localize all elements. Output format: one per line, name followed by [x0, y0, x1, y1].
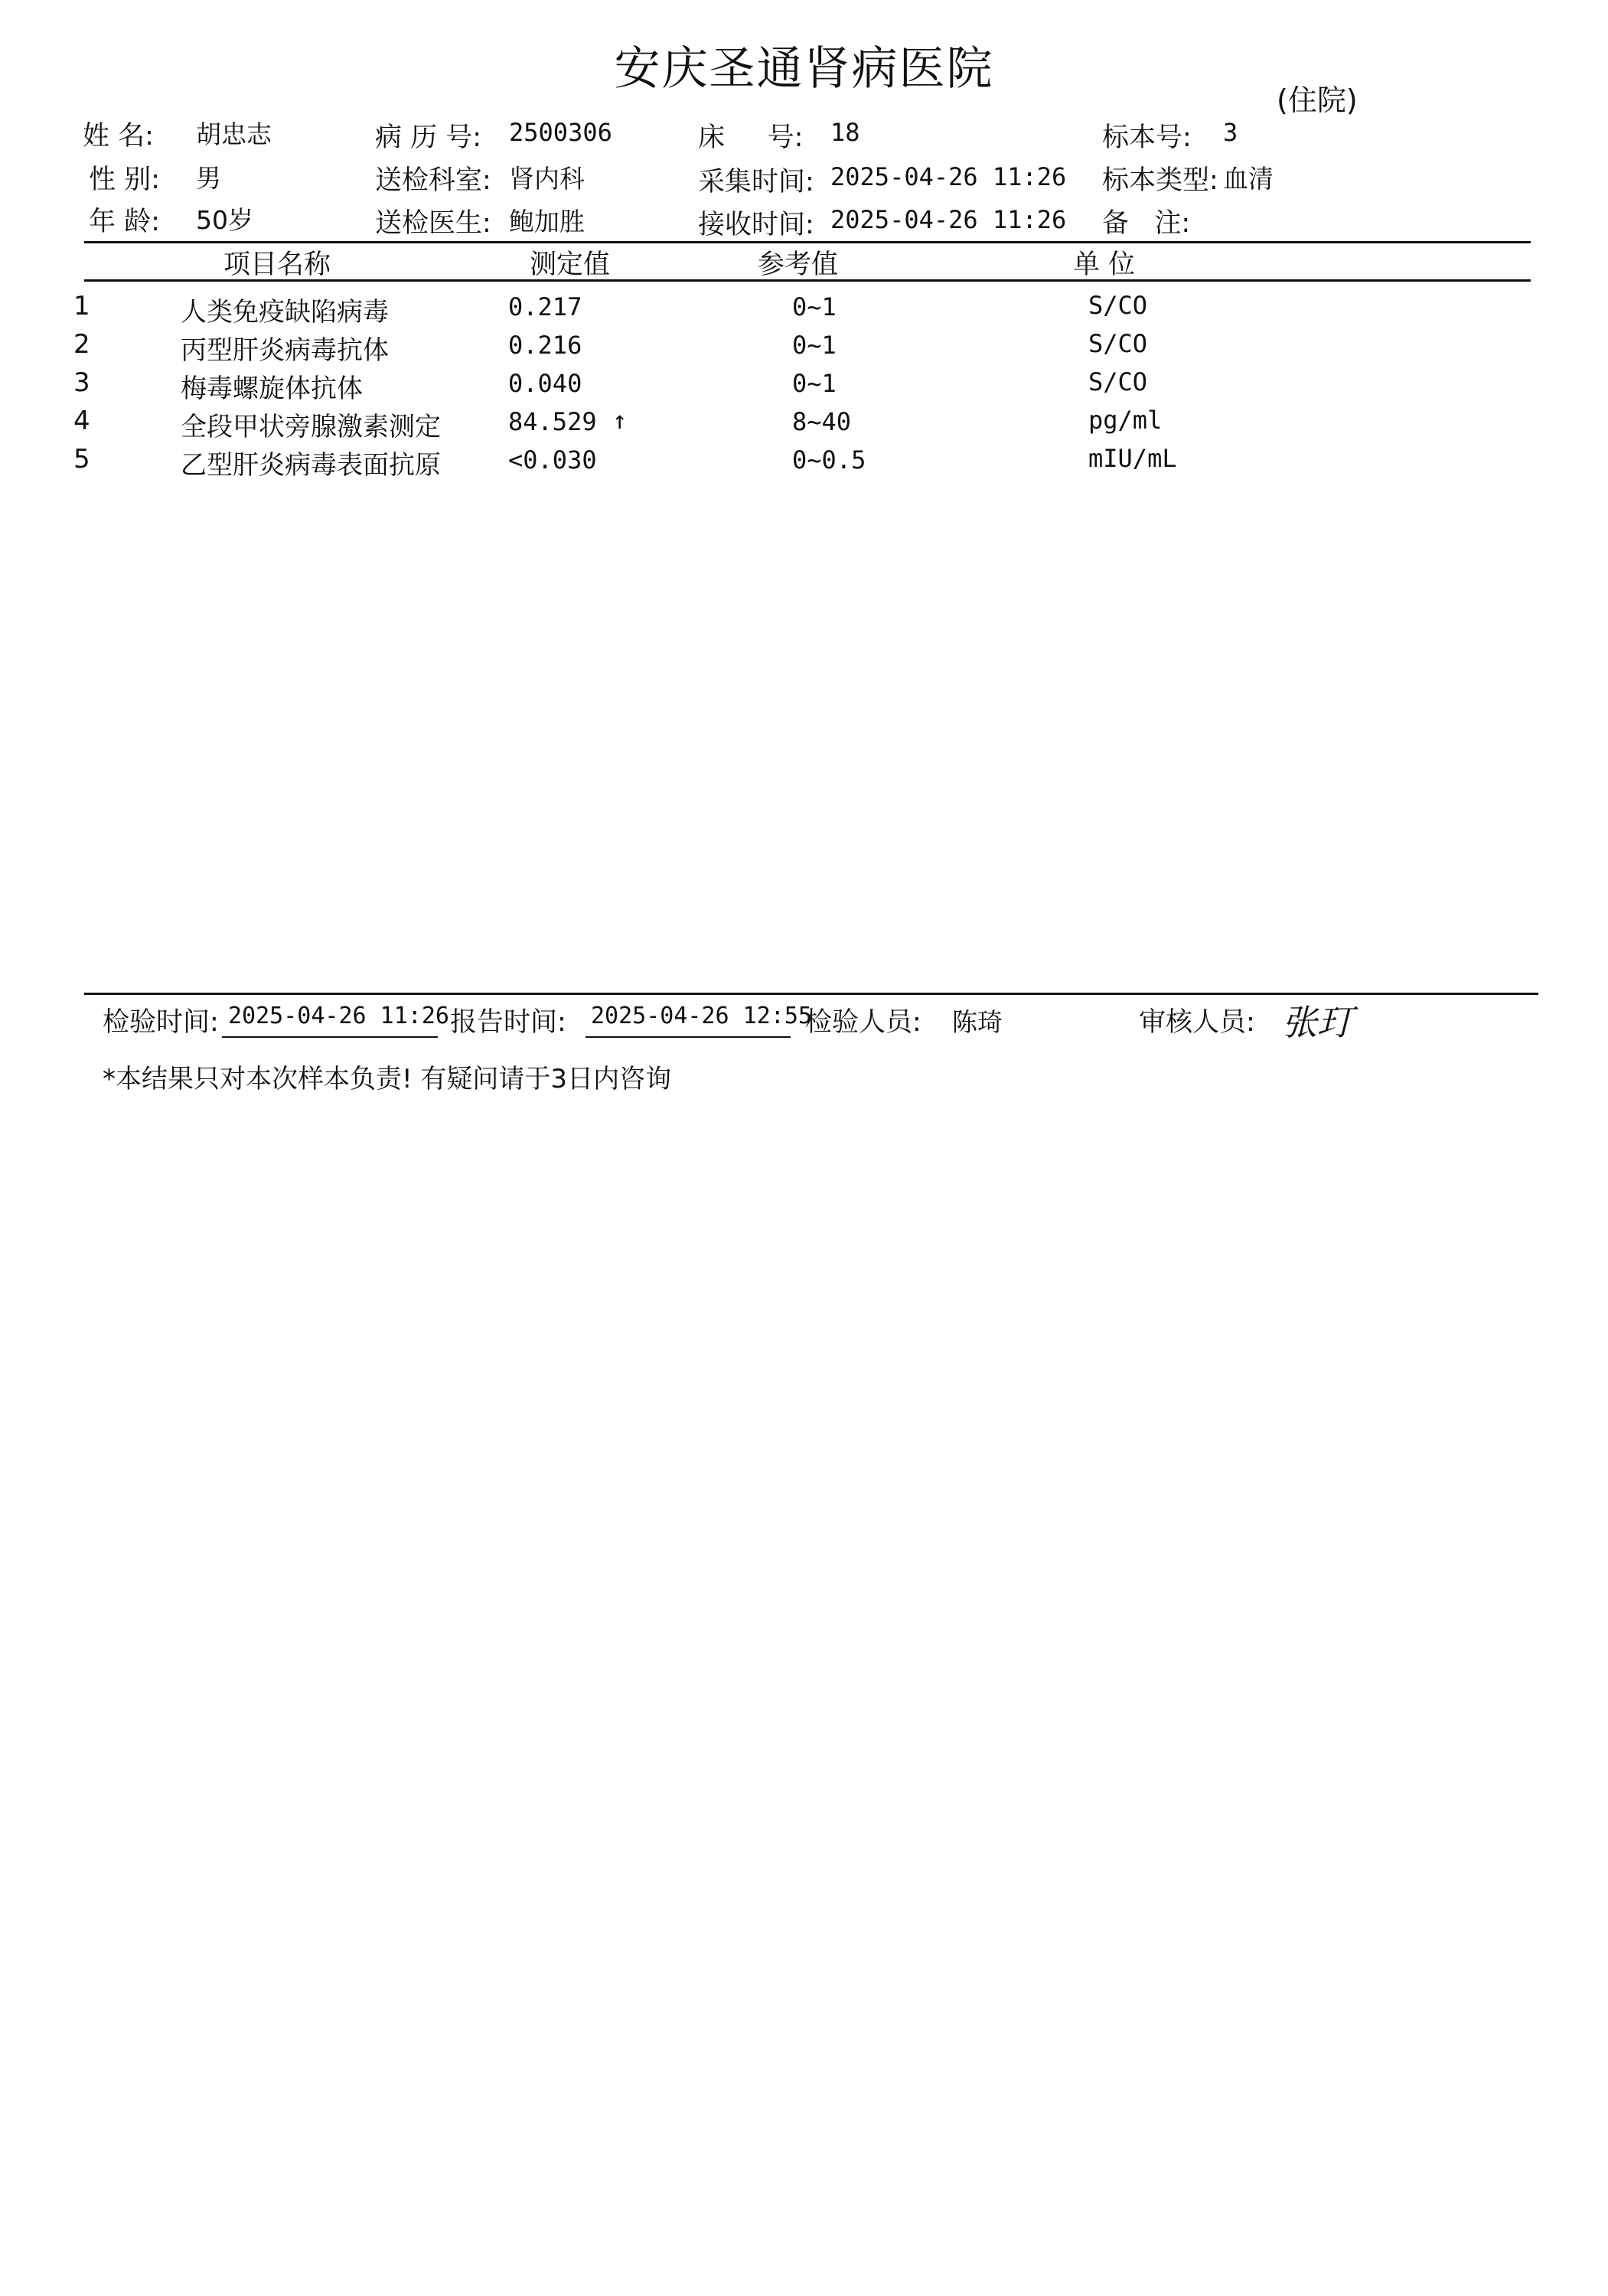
specimen-type-label: 标本类型: — [1102, 165, 1218, 196]
row-number: 1 — [73, 291, 90, 321]
receive-time-label: 接收时间: — [698, 210, 814, 240]
test-time-label: 检验时间: — [103, 1007, 219, 1038]
row-number: 2 — [73, 329, 90, 360]
report-time-underline — [585, 1036, 791, 1038]
row-number: 5 — [73, 444, 90, 475]
row-flag: ↑ — [612, 406, 628, 435]
row-unit: mIU/mL — [1088, 444, 1177, 473]
hospital-title: 安庆圣通肾病医院 — [614, 42, 994, 96]
row-result: 0.040 — [508, 369, 582, 398]
col-header-reference: 参考值 — [758, 249, 839, 280]
row-number: 3 — [73, 367, 90, 398]
row-reference: 0~1 — [792, 331, 837, 360]
sex-label: 性 别: — [89, 165, 160, 195]
row-reference: 0~0.5 — [792, 445, 866, 475]
report-time-label: 报告时间: — [450, 1007, 566, 1038]
row-reference: 0~1 — [792, 292, 837, 321]
receive-time: 2025-04-26 11:26 — [830, 205, 1067, 234]
report-time: 2025-04-26 12:55 — [591, 1003, 812, 1029]
row-item: 丙型肝炎病毒抗体 — [181, 335, 389, 366]
row-unit: S/CO — [1088, 367, 1148, 396]
tester-label: 检验人员: — [805, 1007, 921, 1038]
collect-time-label: 采集时间: — [698, 167, 814, 197]
col-header-unit: 单 位 — [1073, 249, 1136, 280]
reviewer-signature: 张玎 — [1282, 1002, 1352, 1043]
note-label: 备 注: — [1102, 208, 1191, 239]
row-result: 0.216 — [508, 331, 582, 360]
patient-age: 50岁 — [196, 205, 253, 235]
patient-sex: 男 — [196, 163, 221, 193]
bed-label: 床 号: — [698, 122, 804, 153]
row-item: 梅毒螺旋体抗体 — [181, 373, 363, 404]
age-label: 年 龄: — [89, 207, 160, 237]
row-result: <0.030 — [508, 445, 597, 475]
row-number: 4 — [73, 406, 90, 436]
patient-name: 胡忠志 — [196, 119, 272, 149]
doctor: 鲍加胜 — [509, 207, 585, 236]
record-no-label: 病 历 号: — [375, 122, 482, 153]
test-time: 2025-04-26 11:26 — [228, 1003, 449, 1029]
col-header-result: 测定值 — [530, 249, 611, 280]
row-unit: S/CO — [1088, 291, 1148, 320]
row-result: 84.529 — [508, 407, 597, 436]
row-item: 人类免疫缺陷病毒 — [181, 297, 389, 328]
row-item: 全段甲状旁腺激素测定 — [181, 412, 441, 442]
row-item: 乙型肝炎病毒表面抗原 — [181, 450, 441, 481]
col-header-item: 项目名称 — [223, 249, 331, 280]
visit-type-label: (住院) — [1277, 83, 1358, 117]
row-reference: 8~40 — [792, 407, 852, 436]
tester-name: 陈琦 — [952, 1007, 1003, 1037]
row-unit: S/CO — [1088, 329, 1148, 358]
reviewer-label: 审核人员: — [1139, 1007, 1255, 1038]
specimen-no-label: 标本号: — [1102, 122, 1192, 153]
specimen-no: 3 — [1223, 118, 1238, 147]
disclaimer: *本结果只对本次样本负责! 有疑问请于3日内咨询 — [103, 1064, 672, 1094]
dept: 肾内科 — [509, 164, 585, 194]
doctor-label: 送检医生: — [375, 208, 491, 239]
specimen-type: 血清 — [1223, 164, 1274, 194]
dept-label: 送检科室: — [375, 165, 491, 196]
test-time-underline — [222, 1036, 438, 1038]
collect-time: 2025-04-26 11:26 — [830, 162, 1067, 191]
row-unit: pg/ml — [1088, 406, 1163, 435]
row-result: 0.217 — [508, 292, 582, 321]
row-reference: 0~1 — [792, 369, 837, 398]
bed-no: 18 — [830, 118, 860, 147]
record-no: 2500306 — [509, 118, 612, 147]
name-label: 姓 名: — [83, 121, 154, 152]
